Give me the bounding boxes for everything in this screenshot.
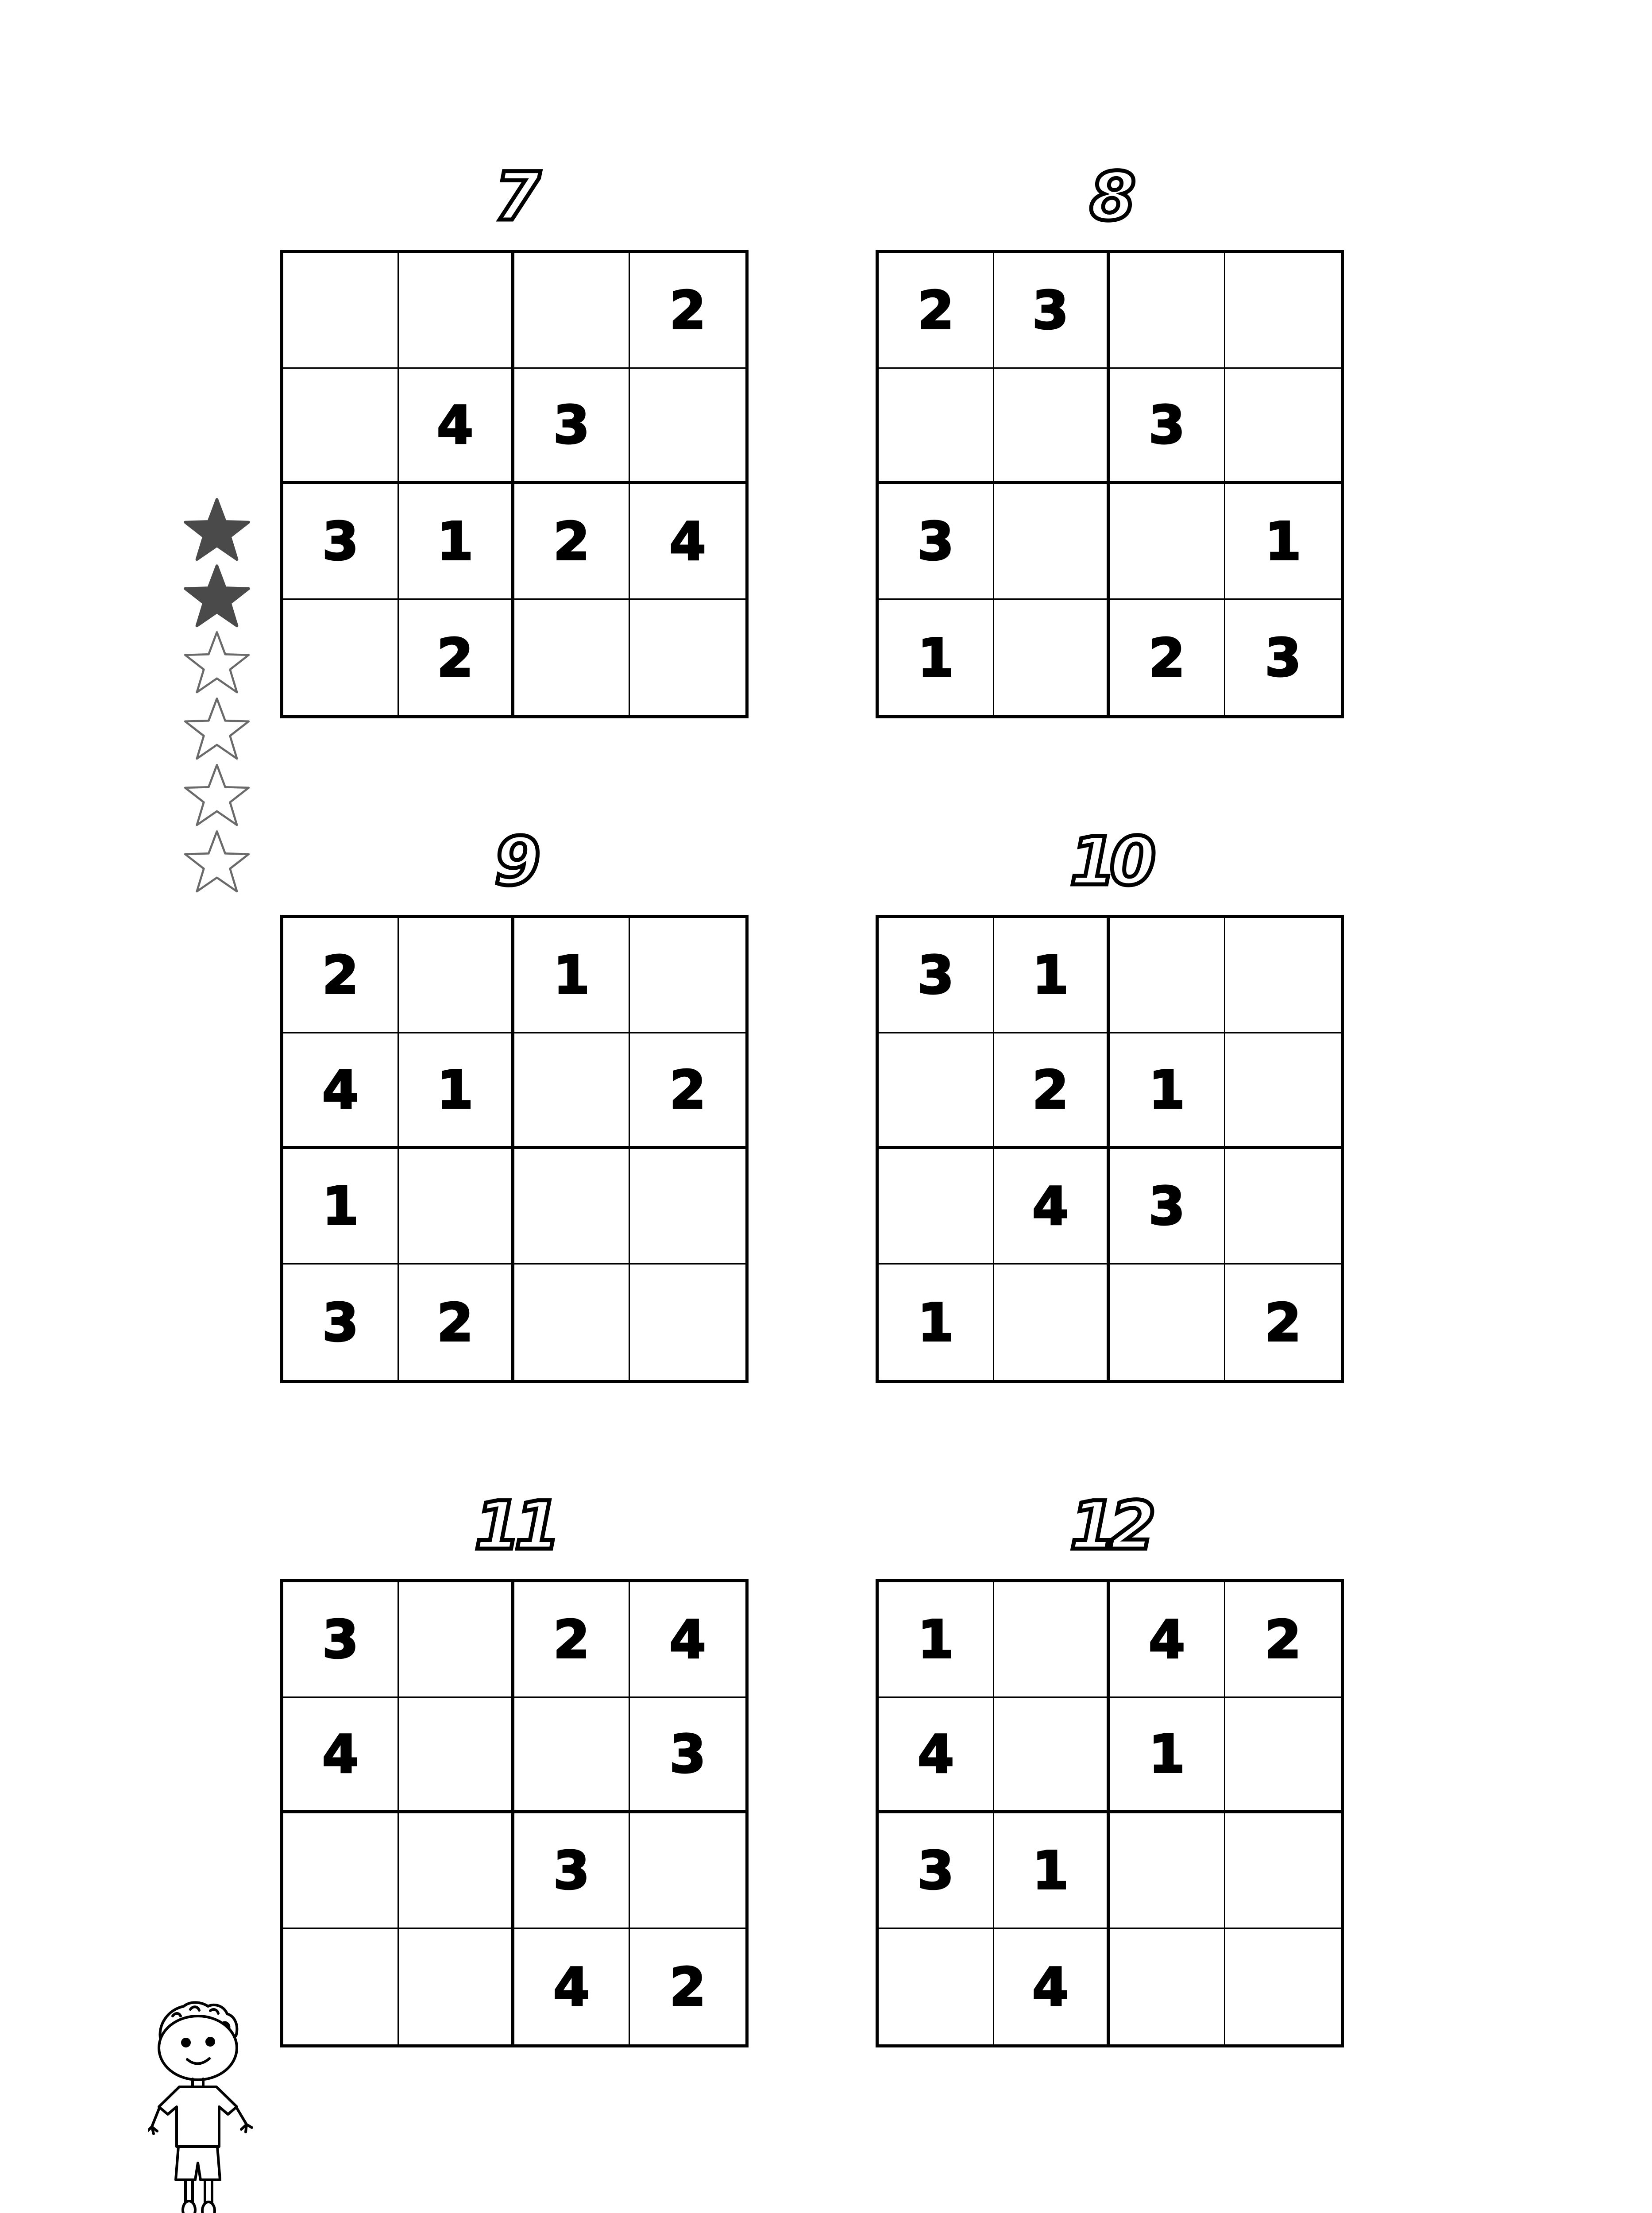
grid-cell[interactable]: [283, 1929, 399, 2044]
grid-cell[interactable]: 3: [1110, 1149, 1225, 1265]
grid-cell[interactable]: 1: [399, 1033, 514, 1149]
grid-cell[interactable]: [630, 918, 745, 1033]
grid-cell[interactable]: [514, 1265, 630, 1380]
grid-cell[interactable]: 4: [283, 1033, 399, 1149]
grid-cell[interactable]: 2: [283, 918, 399, 1033]
grid-cell[interactable]: [399, 1582, 514, 1698]
grid-cell[interactable]: [399, 1698, 514, 1813]
grid-cell[interactable]: [1225, 1033, 1341, 1149]
grid-cell[interactable]: 3: [879, 484, 994, 600]
grid-cell[interactable]: [399, 253, 514, 369]
puzzle-number: 8: [1089, 158, 1130, 235]
grid-cell[interactable]: [994, 1265, 1110, 1380]
grid-cell[interactable]: 4: [630, 484, 745, 600]
grid-cell[interactable]: 4: [399, 369, 514, 484]
grid-cell[interactable]: [994, 1698, 1110, 1813]
grid-cell[interactable]: [994, 600, 1110, 715]
grid-cell[interactable]: 3: [994, 253, 1110, 369]
grid-cell[interactable]: 1: [879, 600, 994, 715]
difficulty-rating: [182, 497, 251, 895]
sudoku-grid: [280, 915, 749, 1383]
puzzle-number: 12: [1069, 1488, 1150, 1565]
grid-cell[interactable]: 2: [1110, 600, 1225, 715]
grid-cell[interactable]: [879, 1033, 994, 1149]
grid-cell[interactable]: 4: [514, 1929, 630, 2044]
sudoku-grid: [280, 250, 749, 718]
grid-cell[interactable]: 1: [1110, 1033, 1225, 1149]
grid-cell[interactable]: 3: [514, 369, 630, 484]
grid-cell[interactable]: [994, 484, 1110, 600]
grid-cell[interactable]: 1: [879, 1582, 994, 1698]
sudoku-grid: [280, 1579, 749, 2047]
sudoku-grid: [876, 915, 1344, 1383]
grid-cell[interactable]: [399, 1813, 514, 1929]
grid-cell[interactable]: [994, 1582, 1110, 1698]
grid-cell[interactable]: 2: [514, 1582, 630, 1698]
grid-cell[interactable]: 2: [630, 1033, 745, 1149]
grid-cell[interactable]: [399, 918, 514, 1033]
grid-cell[interactable]: [1110, 253, 1225, 369]
grid-cell[interactable]: [1225, 1813, 1341, 1929]
star-filled-icon: [182, 497, 251, 563]
star-filled-icon: [182, 563, 251, 629]
grid-cell[interactable]: 2: [1225, 1582, 1341, 1698]
grid-cell[interactable]: 1: [399, 484, 514, 600]
grid-cell[interactable]: 1: [514, 918, 630, 1033]
grid-cell[interactable]: 4: [283, 1698, 399, 1813]
grid-cell[interactable]: 3: [283, 1265, 399, 1380]
grid-cell[interactable]: 3: [630, 1698, 745, 1813]
puzzle-number: 7: [494, 158, 535, 235]
grid-cell[interactable]: 2: [879, 253, 994, 369]
grid-cell[interactable]: [630, 1149, 745, 1265]
grid-cell[interactable]: [630, 1813, 745, 1929]
cartoon-boy-icon: [148, 1998, 290, 2213]
grid-cell[interactable]: [630, 1265, 745, 1380]
grid-cell[interactable]: [1225, 1698, 1341, 1813]
grid-cell[interactable]: [1225, 918, 1341, 1033]
grid-cell[interactable]: [1110, 1265, 1225, 1380]
star-outline-icon: [182, 696, 251, 762]
grid-cell[interactable]: 1: [1110, 1698, 1225, 1813]
grid-cell[interactable]: [514, 1698, 630, 1813]
puzzle-number: 9: [494, 823, 535, 900]
grid-cell[interactable]: 2: [669, 1956, 706, 2017]
grid-cell[interactable]: 2: [994, 1033, 1110, 1149]
puzzle-number: 10: [1069, 823, 1150, 900]
grid-cell[interactable]: [514, 1033, 630, 1149]
grid-cell[interactable]: [399, 1149, 514, 1265]
grid-cell[interactable]: 1: [1225, 484, 1341, 600]
grid-cell[interactable]: 4: [994, 1929, 1110, 2044]
star-outline-icon: [182, 629, 251, 696]
grid-cell[interactable]: [630, 600, 745, 715]
grid-cell[interactable]: [283, 253, 399, 369]
grid-cell[interactable]: 2: [399, 600, 514, 715]
grid-cell[interactable]: [1110, 918, 1225, 1033]
grid-cell[interactable]: [879, 1929, 994, 2044]
grid-cell[interactable]: [399, 1929, 514, 2044]
sudoku-grid: [876, 250, 1344, 718]
grid-cell[interactable]: [514, 600, 630, 715]
grid-cell[interactable]: 3: [1110, 369, 1225, 484]
grid-cell[interactable]: 3: [283, 1582, 399, 1698]
grid-cell[interactable]: [1225, 1929, 1341, 2044]
grid-cell[interactable]: 1: [879, 1265, 994, 1380]
grid-cell[interactable]: [1110, 1813, 1225, 1929]
grid-cell[interactable]: [1110, 484, 1225, 600]
grid-cell[interactable]: 4: [630, 1582, 745, 1698]
puzzle-number: 11: [474, 1488, 555, 1565]
grid-cell[interactable]: 1: [994, 918, 1110, 1033]
grid-cell[interactable]: 3: [514, 1813, 630, 1929]
grid-cell[interactable]: 4: [879, 1698, 994, 1813]
grid-cell[interactable]: 3: [283, 484, 399, 600]
star-outline-icon: [182, 762, 251, 829]
grid-cell[interactable]: [1225, 253, 1341, 369]
grid-cell[interactable]: 3: [1265, 627, 1301, 688]
grid-cell[interactable]: [630, 369, 745, 484]
sudoku-grid: [876, 1579, 1344, 2047]
grid-cell[interactable]: [994, 369, 1110, 484]
grid-cell[interactable]: 4: [1110, 1582, 1225, 1698]
grid-cell[interactable]: [1110, 1929, 1225, 2044]
grid-cell[interactable]: [1225, 369, 1341, 484]
grid-cell[interactable]: 3: [879, 1813, 994, 1929]
grid-cell[interactable]: [283, 600, 399, 715]
grid-cell[interactable]: 2: [399, 1265, 514, 1380]
grid-cell[interactable]: [283, 1813, 399, 1929]
grid-cell[interactable]: [283, 369, 399, 484]
star-outline-icon: [182, 829, 251, 895]
grid-cell[interactable]: 2: [514, 484, 630, 600]
grid-cell[interactable]: [1225, 1149, 1341, 1265]
grid-cell[interactable]: 1: [994, 1813, 1110, 1929]
grid-cell[interactable]: [879, 369, 994, 484]
grid-cell[interactable]: [514, 1149, 630, 1265]
grid-cell[interactable]: 2: [630, 253, 745, 369]
grid-cell[interactable]: 2: [1265, 1292, 1301, 1353]
grid-cell[interactable]: [879, 1149, 994, 1265]
grid-cell[interactable]: 4: [994, 1149, 1110, 1265]
grid-cell[interactable]: [514, 253, 630, 369]
grid-cell[interactable]: 3: [879, 918, 994, 1033]
grid-cell[interactable]: 1: [283, 1149, 399, 1265]
